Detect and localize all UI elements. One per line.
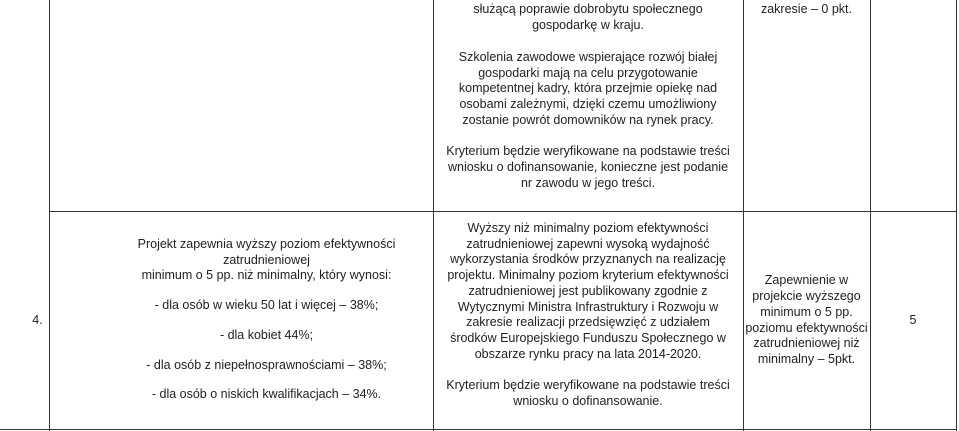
- text-line: zatrudnieniowej jest publikowany zgodnie z: [468, 283, 708, 298]
- definition-cell-continued: [433, 50, 743, 195]
- text-line: Zapewnienie w: [764, 273, 849, 288]
- text-line: wykorzystania środków przyznanych na realizację: [450, 252, 726, 267]
- text-line: poziomu efektywności: [745, 320, 868, 335]
- text-line: gospodarkę w kraju.: [532, 17, 644, 32]
- text-line: minimum o 5 pp. niż minimalny, który wynosi:: [141, 268, 392, 283]
- text-line: zatrudnieniowej zapewni wysoką wydajność: [466, 236, 710, 251]
- text-line: osobami zależnymi, dzięki czemu umożliwiony: [459, 97, 717, 112]
- scoring-cell: [743, 212, 870, 429]
- text-line: zakresie realizacji przedsięwzięć z udziałem: [466, 315, 710, 330]
- text-line: zatrudnieniowej niż: [753, 336, 860, 351]
- text-line: Kryterium będzie weryfikowane na podstawie treści: [446, 378, 730, 393]
- text-line: gospodarki mają na celu przygotowanie: [478, 65, 698, 80]
- definition-cell: [433, 221, 743, 421]
- text-line: projektu. Minimalny poziom kryterium efektywności: [447, 268, 729, 283]
- text-line: minimum o 5 pp.: [760, 304, 853, 319]
- text-line: Projekt zapewnia wyższy poziom efektywności zatrudnieniowej: [137, 237, 396, 267]
- text-line: Wytycznymi Ministra Infrastruktury i Rozwoju w: [457, 299, 719, 314]
- text-line: obszarze rynku pracy na lata 2014-2020.: [474, 346, 702, 361]
- list-item: - dla osób o niskich kwalifikacjach – 34%.: [151, 387, 382, 402]
- list-item: - dla kobiet 44%;: [219, 327, 314, 342]
- text-line: projekcie wyższego: [752, 289, 861, 304]
- scoring-cell-continued: [743, 2, 870, 20]
- text-line: wniosku o dofinansowanie.: [513, 393, 663, 408]
- criterion-cell-continued: [433, 2, 743, 36]
- text-line: zakresie – 0 pkt.: [760, 2, 852, 16]
- text-line: zostanie powrót domowników na rynek pracy.: [462, 112, 714, 127]
- criterion-cell: [100, 237, 433, 403]
- list-item: - dla osób w wieku 50 lat i więcej – 38%;: [154, 298, 379, 313]
- list-item: - dla osób z niepełnosprawnościami – 38%;: [146, 357, 387, 372]
- text-line: środków Europejskiego Funduszu Społecznego w: [450, 330, 726, 345]
- text-line: służącą poprawie dobrobytu społecznego: [473, 2, 703, 16]
- text-line: minimalny – 5pkt.: [757, 351, 856, 366]
- text-line: wniosku o dofinansowanie, konieczne jest podanie: [447, 159, 729, 174]
- text-line: Wyższy niż minimalny poziom efektywności: [467, 221, 709, 235]
- table-border: [956, 0, 957, 431]
- row-number-cell: [0, 212, 75, 429]
- text-line: nr zawodu w jego treści.: [520, 175, 656, 190]
- row-number: 4.: [32, 312, 43, 327]
- table-bottom-border: [0, 429, 957, 430]
- text-line: Szkolenia zawodowe wspierające rozwój białej: [458, 50, 718, 64]
- text-line: kompetentnej kadry, która przejmie opiekę nad: [458, 81, 718, 96]
- points-value: 5: [909, 312, 917, 327]
- points-cell: [870, 212, 956, 429]
- text-line: Kryterium będzie weryfikowane na podstawie treści: [446, 144, 730, 159]
